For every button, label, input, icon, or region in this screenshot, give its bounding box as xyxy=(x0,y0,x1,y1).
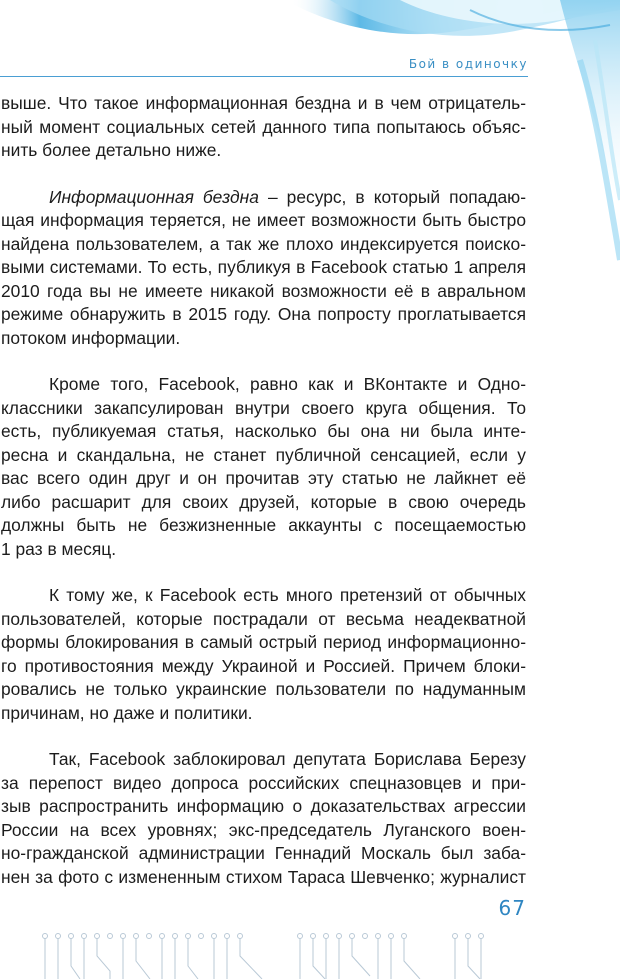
paragraph-4 xyxy=(1,584,526,725)
text-line: ровались не только украинские пользователи по надуманным xyxy=(1,679,526,699)
text-line: формы блокирования в самый острый период информационно- xyxy=(1,632,526,652)
italic-term: Информационная бездна xyxy=(49,186,259,207)
text-line: Кроме того, Facebook, равно как и ВКонтакте и Одно- xyxy=(49,374,526,394)
text-line xyxy=(1,186,526,210)
text-line: выше. Что такое информационная бездна и в чем отрицатель- xyxy=(1,93,526,113)
body-text xyxy=(1,92,526,912)
text-line: но-гражданской администрации Геннадий Москаль был заба- xyxy=(1,843,526,863)
text-line: зыв распространить информацию о доказательствах агрессии xyxy=(1,796,526,816)
text-line: пользователей, которые пострадали от весьма неадекватной xyxy=(1,608,526,629)
text-line: нен за фото с измененным стихом Тараса Шевченко; журналист xyxy=(1,866,526,887)
text-line: 1 раз в месяц. xyxy=(1,538,117,559)
text-line: есть, публикуемая статья, насколько бы она ни была инте- xyxy=(1,421,526,441)
text-line: должны быть не безжизненные аккаунты с посещаемостью xyxy=(1,515,526,535)
text-line: классники закапсулирован внутри своего круга общения. То xyxy=(1,397,526,418)
text-line: найдена пользователем, а так же плохо индексируется поиско- xyxy=(1,233,526,254)
text-line: ный момент социальных сетей данного типа попытаюсь объяс- xyxy=(1,116,526,137)
text-fragment: – ресурс, в который попадаю- xyxy=(258,186,526,207)
text-line: режиме обнаружить в 2015 году. Она попросту проглатывается xyxy=(1,304,526,324)
paragraph-3 xyxy=(1,373,526,561)
running-header-title: Бой в одиночку xyxy=(408,57,528,71)
text-line: России на всех уровнях; экс-председатель Луганского воен- xyxy=(1,819,526,840)
paragraph-1 xyxy=(1,92,526,163)
text-line: 2010 года вы не имеете никакой возможности её в авральном xyxy=(1,280,526,301)
text-line: за перепост видео допроса российских спецназовцев и при- xyxy=(1,772,526,793)
text-line: го противостояния между Украиной и Россией. Причем блоки- xyxy=(1,655,526,676)
text-line: Так, Facebook заблокировал депутата Борислава Березу xyxy=(49,749,526,769)
text-line: выми системами. То есть, публикуя в Facebook статью 1 апреля xyxy=(1,257,526,277)
text-line: нить более детально ниже. xyxy=(1,140,222,160)
paragraph-5 xyxy=(1,748,526,889)
text-line: ресна и скандальна, не станет публичной сенсацией, если у xyxy=(1,444,526,465)
header-rule xyxy=(0,76,528,77)
text-line: вас всего один друг и он прочитав эту статью не лайкнет её xyxy=(1,468,526,488)
text-line: причинам, но даже и политики. xyxy=(1,702,253,723)
text-line: потоком информации. xyxy=(1,327,181,348)
paragraph-2 xyxy=(1,186,526,351)
page-number: 67 xyxy=(498,896,526,920)
footer-circuit-decoration xyxy=(0,926,620,979)
text-line: К тому же, к Facebook есть много претензий от обычных xyxy=(49,585,526,605)
text-line: щая информация теряется, не имеет возможности быть быстро xyxy=(1,210,526,230)
text-line: либо расшарит для своих друзей, которые в свою очередь xyxy=(1,491,526,512)
